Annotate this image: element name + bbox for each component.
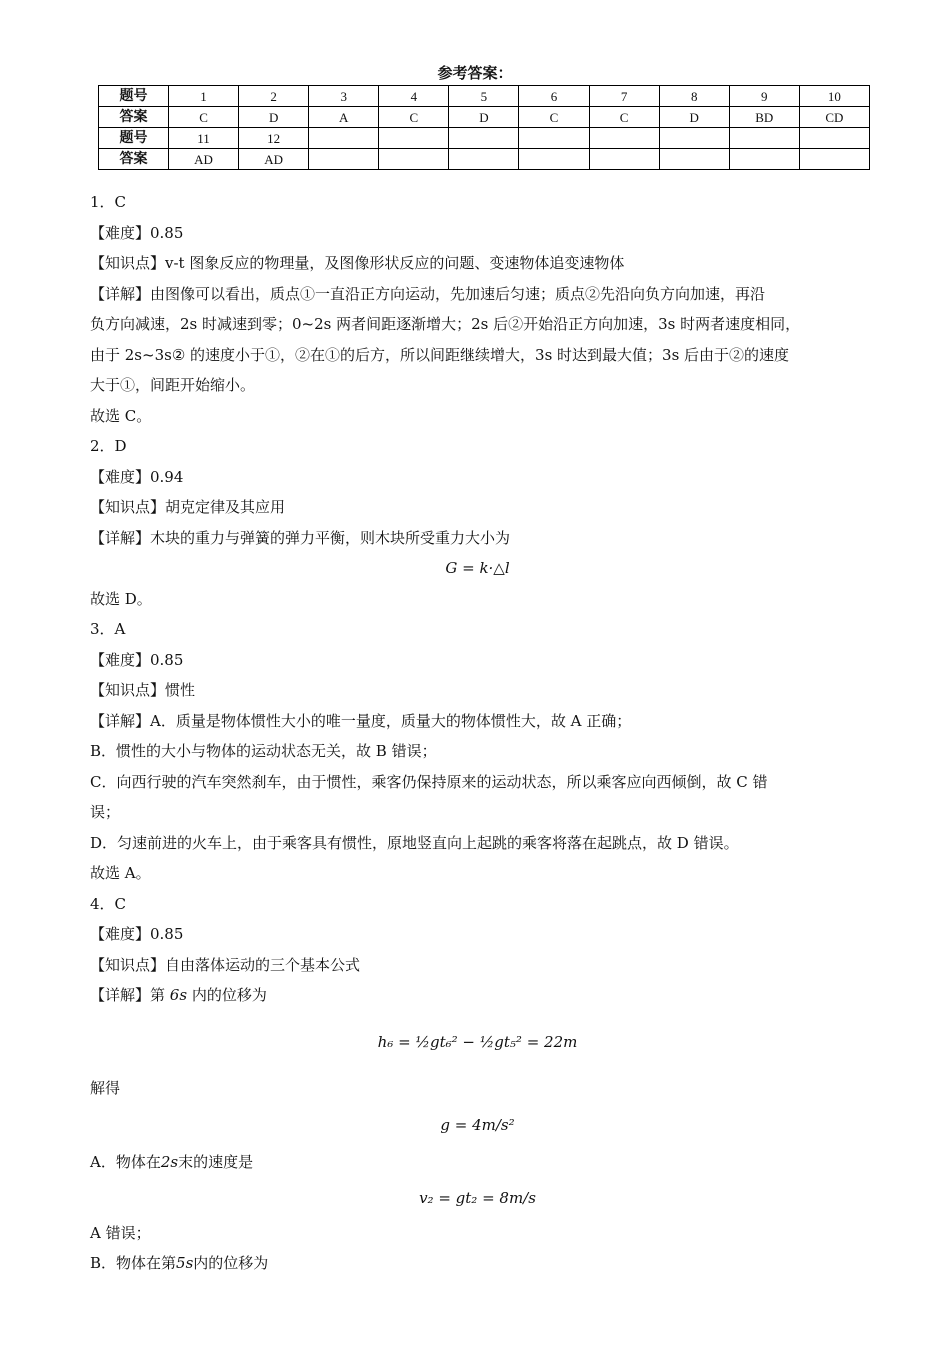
table-number-cell (659, 128, 729, 149)
q1-conclusion: 故选 C。 (90, 406, 152, 425)
table-answer-cell: A (309, 107, 379, 128)
answer-table (98, 85, 870, 170)
table-answer-cell (659, 149, 729, 170)
q4-solve: 解得 (90, 1078, 121, 1097)
q1-difficulty: 【难度】0.85 (90, 223, 184, 242)
q3-option-b: B．惯性的大小与物体的运动状态无关，故 B 错误； (90, 742, 437, 760)
q4-head: 4．C (90, 894, 127, 913)
q4-equation-h6: h₆ = ½gt₆² − ½gt₅² = 22m (377, 1032, 578, 1051)
q4-b-var: 5s (176, 1254, 194, 1272)
table-number-cell (309, 128, 379, 149)
q3-conclusion: 故选 A。 (90, 864, 151, 882)
table-answer-cell: AD (239, 149, 309, 170)
table-answer-cell: D (659, 107, 729, 128)
q4-a-var: 2s (160, 1153, 179, 1171)
q4-knowledge: 【知识点】自由落体运动的三个基本公式 (90, 955, 361, 974)
answer-table-answer-row (99, 107, 870, 128)
answer-table-answer-row (99, 149, 870, 170)
solutions-content (90, 187, 865, 1279)
page-title: 参考答案： (437, 64, 513, 82)
table-answer-cell (589, 149, 659, 170)
table-answer-cell (799, 149, 869, 170)
table-number-cell: 7 (589, 86, 659, 107)
table-row-header: 答案 (99, 149, 169, 170)
q4-equation-g: g = 4m/s² (440, 1116, 515, 1134)
table-answer-cell: C (589, 107, 659, 128)
q4-option-a (90, 1147, 865, 1178)
q2-head: 2．D (90, 437, 127, 455)
table-answer-cell: CD (799, 107, 869, 128)
q1-detail-line: 由于 2s~3s② 的速度小于①，②在①的后方，所以间距继续增大，3s 时达到最大值；3s 后由于②的速度 (90, 345, 790, 364)
table-number-cell: 4 (379, 86, 449, 107)
table-number-cell: 10 (799, 86, 869, 107)
q4-detail-var: 6s (169, 986, 188, 1004)
q4-b-suffix: 内的位移为 (193, 1254, 269, 1272)
q4-a-conclusion: A 错误； (90, 1223, 151, 1242)
table-answer-cell: C (379, 107, 449, 128)
table-answer-cell: C (519, 107, 589, 128)
q2-knowledge: 【知识点】胡克定律及其应用 (90, 498, 286, 516)
q4-a-prefix: A．物体在 (90, 1153, 161, 1171)
q3-option-a: 【详解】A．质量是物体惯性大小的唯一量度，质量大的物体惯性大，故 A 正确； (90, 711, 632, 730)
table-answer-cell (449, 149, 519, 170)
answer-table-number-row (99, 128, 870, 149)
q4-difficulty: 【难度】0.85 (90, 925, 184, 943)
table-number-cell: 1 (169, 86, 239, 107)
q2-equation: G = k·△l (445, 559, 510, 577)
table-number-cell: 8 (659, 86, 729, 107)
table-number-cell (729, 128, 799, 149)
q4-detail-suffix: 内的位移为 (191, 986, 267, 1004)
q4-detail (90, 980, 865, 1011)
table-number-cell: 12 (239, 128, 309, 149)
q1-detail-line: 大于①，间距开始缩小。 (90, 376, 256, 394)
q1-detail-line: 负方向减速，2s 时减速到零；0~2s 两者间距逐渐增大；2s 后②开始沿正方向加速，3s 时两者速度相同， (90, 315, 801, 333)
table-row-header: 答案 (99, 107, 169, 128)
table-answer-cell (729, 149, 799, 170)
table-number-cell: 5 (449, 86, 519, 107)
table-number-cell: 6 (519, 86, 589, 107)
table-row-header: 题号 (99, 128, 169, 149)
q3-head: 3．A (90, 620, 126, 638)
table-answer-cell (379, 149, 449, 170)
table-answer-cell: D (239, 107, 309, 128)
q2-difficulty: 【难度】0.94 (90, 467, 184, 486)
q1-head: 1．C (90, 193, 127, 211)
q3-difficulty: 【难度】0.85 (90, 650, 184, 669)
table-number-cell: 11 (169, 128, 239, 149)
table-number-cell (589, 128, 659, 149)
q3-option-d: D．匀速前进的火车上，由于乘客具有惯性，原地竖直向上起跳的乘客将落在起跳点，故 D 错误。 (90, 833, 739, 852)
q1-detail-line: 【详解】由图像可以看出，质点①一直沿正方向运动，先加速后匀速；质点②先沿向负方向加速，再沿 (90, 284, 766, 303)
q1-knowledge: 【知识点】v-t 图象反应的物理量，及图像形状反应的问题、变速物体追变速物体 (90, 254, 625, 272)
table-answer-cell: C (169, 107, 239, 128)
table-number-cell: 3 (309, 86, 379, 107)
answer-table-number-row (99, 86, 870, 107)
q4-detail-prefix: 【详解】第 (90, 986, 166, 1004)
q4-b-prefix: B．物体在第 (90, 1254, 177, 1272)
q3-knowledge: 【知识点】惯性 (90, 681, 196, 699)
table-number-cell (379, 128, 449, 149)
table-number-cell (449, 128, 519, 149)
q2-detail: 【详解】木块的重力与弹簧的弹力平衡，则木块所受重力大小为 (90, 528, 511, 547)
table-answer-cell (309, 149, 379, 170)
table-answer-cell: D (449, 107, 519, 128)
table-row-header: 题号 (99, 86, 169, 107)
table-answer-cell: BD (729, 107, 799, 128)
q2-conclusion: 故选 D。 (90, 589, 152, 608)
table-answer-cell (519, 149, 589, 170)
q3-option-c: C．向西行驶的汽车突然刹车，由于惯性，乘客仍保持原来的运动状态，所以乘客应向西倾倒，故 C 错 (90, 772, 768, 791)
table-number-cell: 2 (239, 86, 309, 107)
q4-a-suffix: 末的速度是 (178, 1153, 254, 1171)
table-number-cell (799, 128, 869, 149)
q4-equation-v2: v₂ = gt₂ = 8m/s (419, 1188, 536, 1207)
table-number-cell (519, 128, 589, 149)
q4-option-b (90, 1248, 865, 1279)
table-number-cell: 9 (729, 86, 799, 107)
table-answer-cell: AD (169, 149, 239, 170)
q3-option-c-cont: 误； (90, 803, 121, 821)
